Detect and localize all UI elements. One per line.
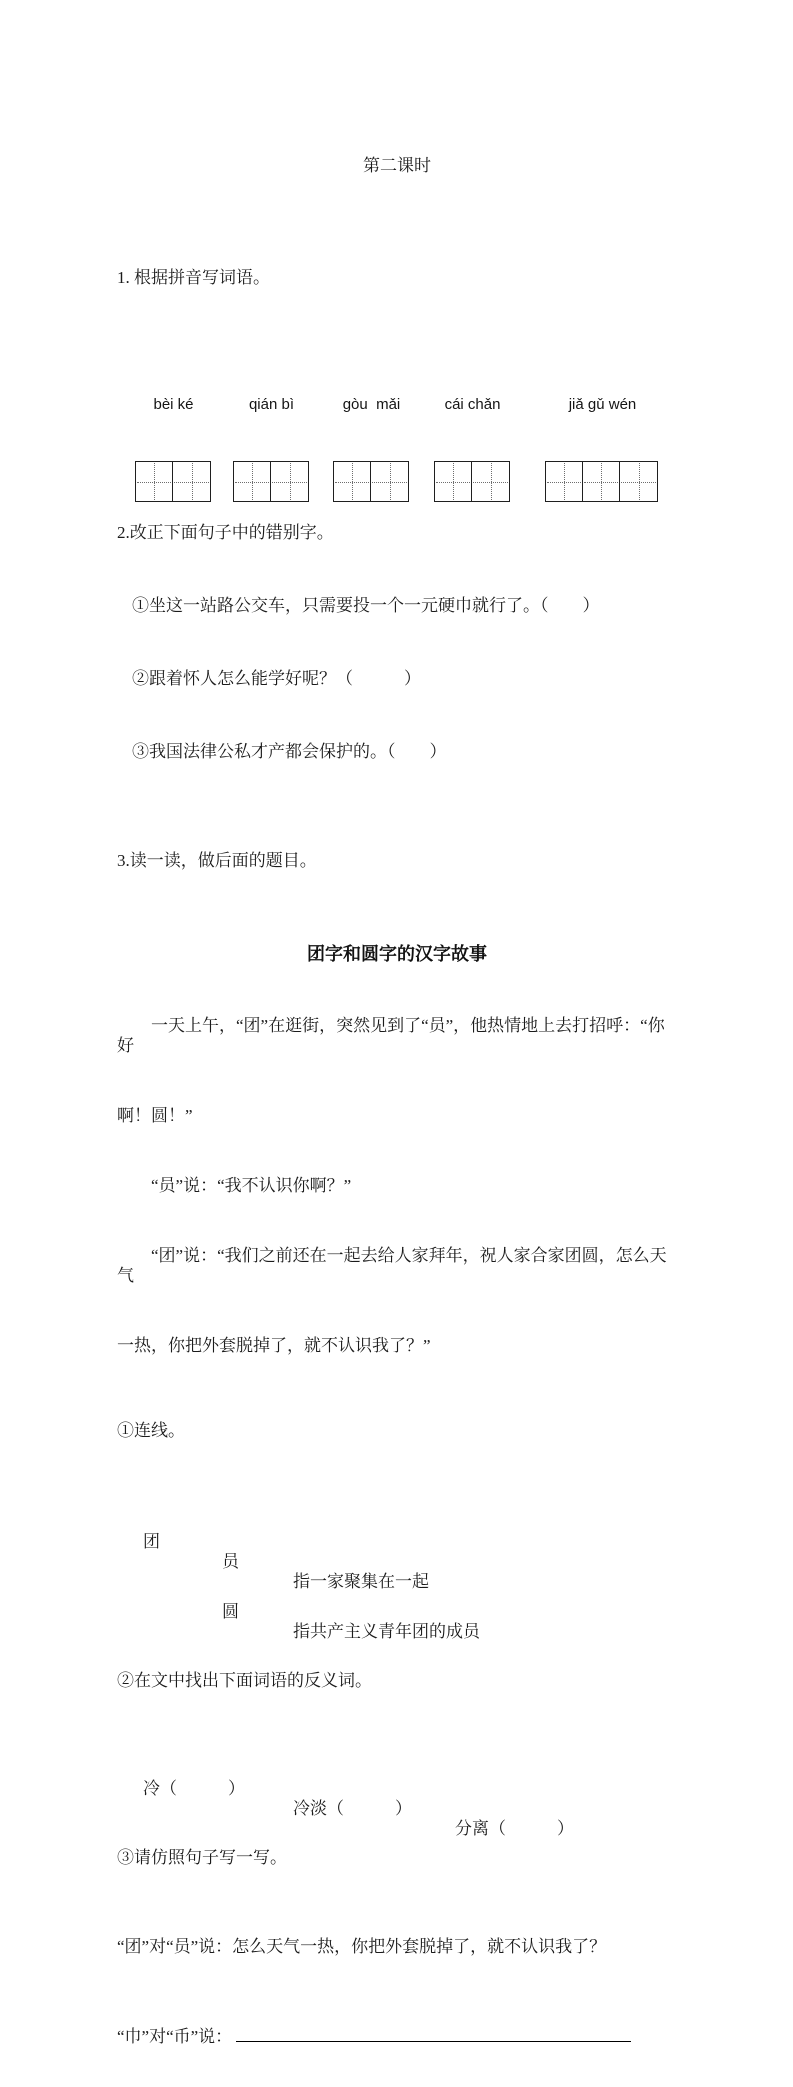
antonym-item-lengdan: 冷淡（ ） xyxy=(293,1799,412,1818)
pinyin-label: cái chǎn xyxy=(444,396,501,413)
writing-grid xyxy=(545,461,658,502)
matching-row-1 xyxy=(117,1512,677,1591)
grid-cell xyxy=(271,462,308,501)
pinyin-label: qián bì xyxy=(248,396,295,413)
story-line: 一热，你把外套脱掉了，就不认识我了？” xyxy=(117,1336,431,1355)
pinyin-group-beike xyxy=(135,356,212,542)
pinyin-label: jiǎ gǔ wén xyxy=(568,396,637,413)
sub-question-1-label: ①连线。 xyxy=(117,1421,185,1440)
grid-cell xyxy=(334,462,371,501)
writing-grid xyxy=(333,461,409,502)
fill-in-prompt: “巾”对“币”说： xyxy=(117,2027,233,2046)
match-word-yuan3: 圆 xyxy=(222,1602,239,1621)
pinyin-group-caichan xyxy=(434,356,511,542)
antonym-item-fenli: 分离（ ） xyxy=(455,1819,574,1838)
match-definition-1: 指一家聚集在一起 xyxy=(293,1572,429,1591)
page-title: 第二课时 xyxy=(363,156,431,175)
antonym-row xyxy=(117,1759,677,1838)
story-line: 一天上午，“团”在逛街，突然见到了“员”，他热情地上去打招呼：“你好 xyxy=(117,1016,665,1055)
writing-grid xyxy=(434,461,510,502)
q2-item-3: ③我国法律公私才产都会保护的。（ ） xyxy=(132,742,447,761)
question-3-label: 3.读一读，做后面的题目。 xyxy=(117,851,317,870)
sub-question-3-label: ③请仿照句子写一写。 xyxy=(117,1848,287,1867)
grid-cell xyxy=(435,462,472,501)
sub-question-2-label: ②在文中找出下面词语的反义词。 xyxy=(117,1671,372,1690)
match-definition-2: 指共产主义青年团的成员 xyxy=(293,1622,480,1641)
q2-item-1: ①坐这一站路公交车，只需要投一个一元硬巾就行了。（ ） xyxy=(132,596,600,615)
pinyin-group-goumai xyxy=(333,356,410,542)
grid-cell xyxy=(234,462,271,501)
answer-blank-underline xyxy=(236,2028,631,2042)
writing-grid xyxy=(233,461,309,502)
story-line: “团”说：“我们之前还在一起去给人家拜年，祝人家合家团圆，怎么天气 xyxy=(117,1246,667,1285)
worksheet-content xyxy=(117,96,677,2087)
pinyin-label: gòu mǎi xyxy=(342,396,401,413)
match-word-yuan2: 员 xyxy=(222,1552,239,1571)
pinyin-label: bèi ké xyxy=(153,396,194,413)
grid-cell xyxy=(472,462,509,501)
question-2-label: 2.改正下面句子中的错别字。 xyxy=(117,523,334,542)
antonym-item-leng: 冷（ ） xyxy=(143,1779,245,1798)
grid-cell xyxy=(583,462,620,501)
story-line: “员”说：“我不认识你啊？” xyxy=(151,1176,352,1195)
question-1-label: 1. 根据拼音写词语。 xyxy=(117,268,270,287)
grid-cell xyxy=(620,462,657,501)
writing-grid xyxy=(135,461,211,502)
grid-cell xyxy=(173,462,210,501)
example-sentence: “团”对“员”说：怎么天气一热，你把外套脱掉了，就不认识我了？ xyxy=(117,1937,607,1956)
story-line: 啊！圆！” xyxy=(117,1106,193,1125)
pinyin-writing-area xyxy=(117,356,677,423)
grid-cell xyxy=(136,462,173,501)
fill-in-line xyxy=(117,2027,677,2047)
pinyin-group-jiaguwen xyxy=(545,356,660,542)
story-title: 团字和圆字的汉字故事 xyxy=(307,944,487,964)
pinyin-group-qianbi xyxy=(233,356,310,542)
grid-cell xyxy=(546,462,583,501)
match-word-tuan: 团 xyxy=(143,1532,160,1551)
matching-row-2 xyxy=(117,1582,677,1641)
grid-cell xyxy=(371,462,408,501)
q2-item-2: ②跟着怀人怎么能学好呢？（ ） xyxy=(132,669,421,688)
